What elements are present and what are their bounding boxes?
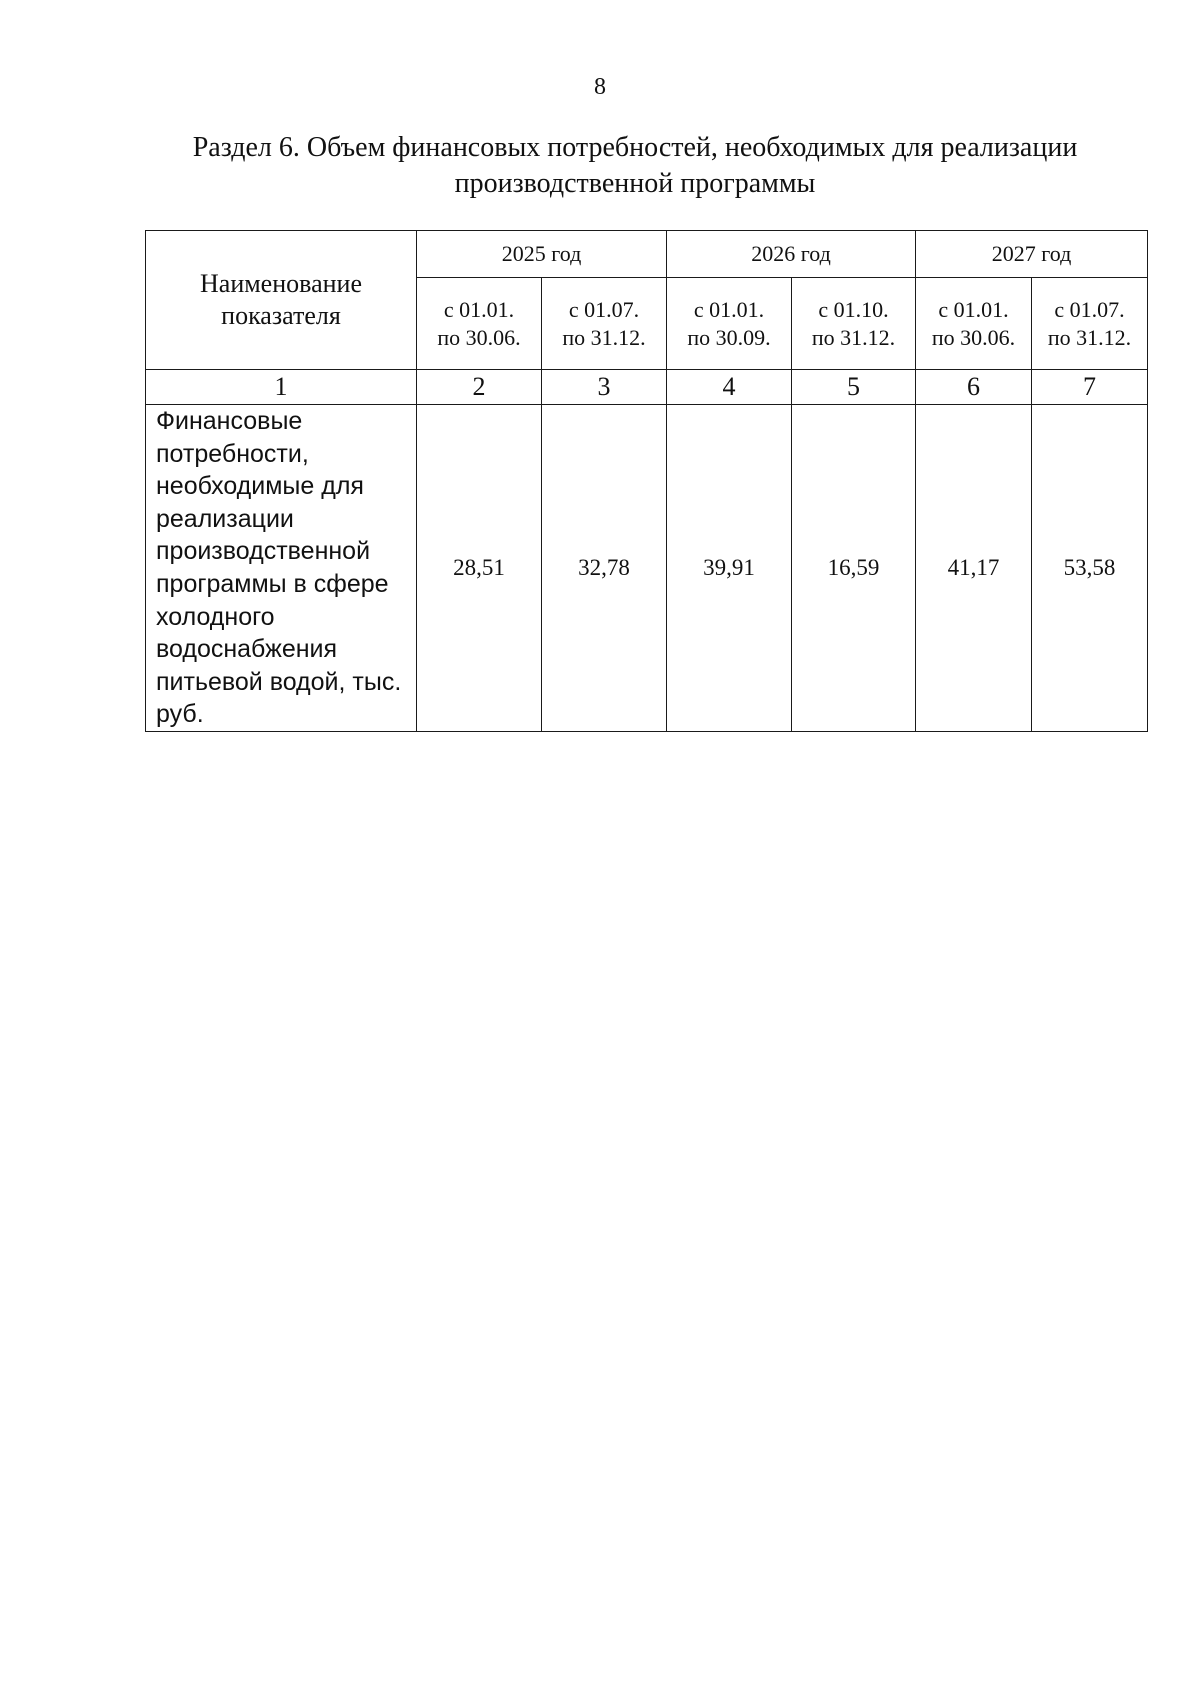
period-header [667, 278, 792, 370]
period-to: по 31.12. [562, 324, 646, 350]
financial-needs-table [145, 230, 1148, 732]
section-title [150, 130, 1120, 202]
period-from: с 01.01. [938, 296, 1009, 322]
value-cell: 28,51 [417, 405, 542, 732]
indicator-name-cell: Финансовые потребности, необходимые для реализации производственной программы в сфере холодного водоснабжения питьевой водой, тыс. руб. [146, 405, 417, 732]
period-from: с 01.07. [568, 296, 640, 322]
section-title-line-1: Раздел 6. Объем финансовых потребностей, необходимых для реализации [192, 132, 1078, 163]
period-header [417, 278, 542, 370]
value-cell: 39,91 [667, 405, 792, 732]
period-to: по 30.09. [687, 324, 771, 350]
indicator-name-header: Наименование показателя [146, 231, 417, 370]
header-row-years [146, 231, 1148, 278]
period-to: по 30.06. [931, 324, 1016, 350]
column-number: 7 [1032, 370, 1148, 405]
period-to: по 30.06. [437, 324, 521, 350]
value-cell: 32,78 [542, 405, 667, 732]
period-to: по 31.12. [1047, 324, 1132, 350]
year-header-2027: 2027 год [916, 231, 1148, 278]
period-header [916, 278, 1032, 370]
column-number: 1 [146, 370, 417, 405]
period-from: с 01.01. [693, 296, 765, 322]
period-to: по 31.12. [811, 324, 896, 350]
period-from: с 01.10. [818, 296, 889, 322]
section-title-line-2: производственной программы [454, 168, 816, 199]
value-cell: 16,59 [792, 405, 916, 732]
period-from: с 01.01. [443, 296, 515, 322]
period-from: с 01.07. [1054, 296, 1125, 322]
period-header [1032, 278, 1148, 370]
value-cell: 41,17 [916, 405, 1032, 732]
page-number: 8 [594, 74, 606, 100]
column-number: 2 [417, 370, 542, 405]
period-header [792, 278, 916, 370]
year-header-2026: 2026 год [667, 231, 916, 278]
column-number-row [146, 370, 1148, 405]
column-number: 5 [792, 370, 916, 405]
value-cell: 53,58 [1032, 405, 1148, 732]
column-number: 3 [542, 370, 667, 405]
period-header [542, 278, 667, 370]
column-number: 4 [667, 370, 792, 405]
column-number: 6 [916, 370, 1032, 405]
table-row [146, 405, 1148, 732]
year-header-2025: 2025 год [417, 231, 667, 278]
